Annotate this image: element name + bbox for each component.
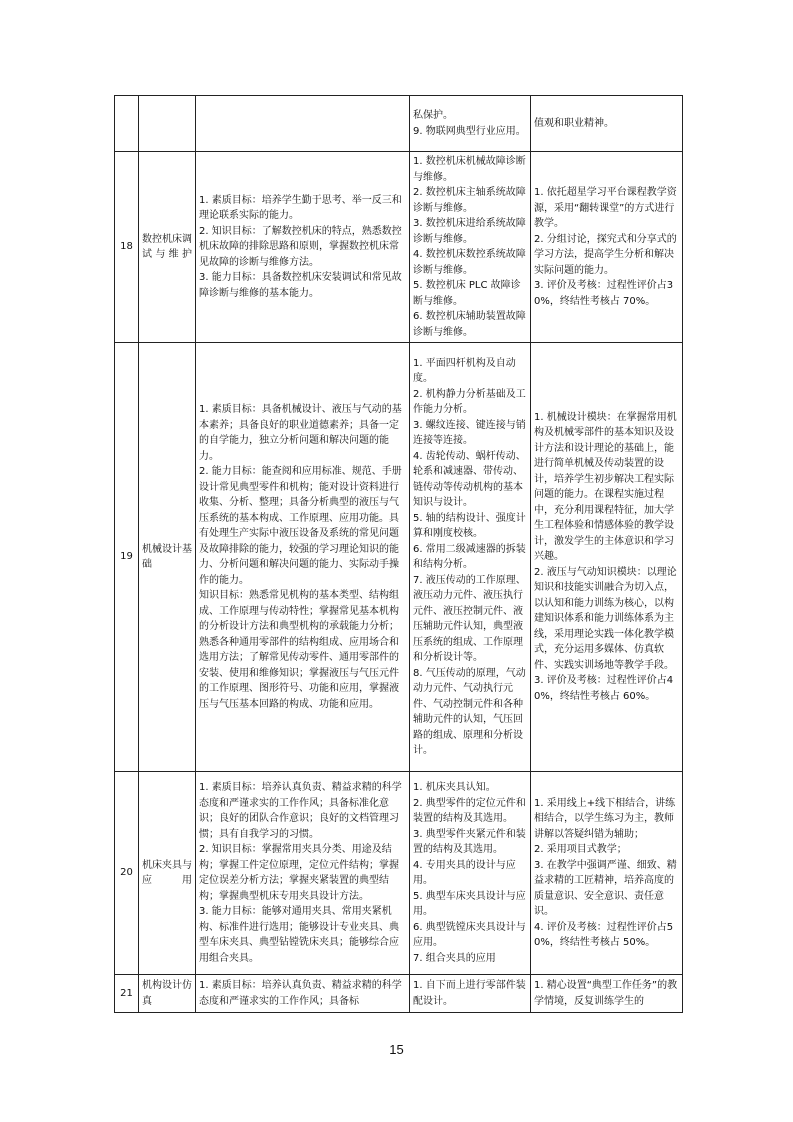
row-number: 20 [115,772,139,975]
teaching-method: 1. 采用线上+线下相结合，讲练相结合，以学生练习为主，教师讲解以答疑纠错为辅助； 2. 采用项目式教学； 3. 在教学中强调严谨、细致、精益求精的工匠精神，培养高度的质量意识、安全意识、责任意识。 4. 评价及考核：过程性评价占50%，终结性考核占 50%。 [531,772,683,975]
teaching-method: 1. 机械设计模块：在掌握常用机构及机械零部件的基本知识及设计方法和设计理论的基础上，能进行简单机械及传动装置的设计，培养学生初步解决工程实际问题的能力。在课程实施过程中，充分利用课程特征，加大学生工程体验和情感体验的教学设计，激发学生的主体意识和学习兴趣。 2. 液压与气动知识模块：以理论知识和技能实训融合为切入点，以认知和能力训练为核心，以构建知识体系和能力训练体系为主线，采用理论实践一体化教学模式，充分运用多媒体、仿真软件、实践实训场地等教学手段。 3. 评价及考核：过程性评价占40%，终结性考核占 60%。 [531,343,683,772]
teaching-method: 1. 依托超星学习平台课程教学资源，采用“翻转课堂”的方式进行教学。 2. 分组讨论，探究式和分享式的学习方法，提高学生分析和解决实际问题的能力。 3. 评价及考核：过程性评价占30%，终结性考核占 70%。 [531,152,683,343]
course-name: 机床夹具与应用 [139,772,196,975]
row-number: 21 [115,975,139,1013]
course-name: 数控机床调试与维护 [139,152,196,343]
course-name [139,96,196,152]
course-content: 1. 平面四杆机构及自动度。 2. 机构静力分析基础及工作能力分析。 3. 螺纹连接、键连接与销连接等连接。 4. 齿轮传动、蜗杆传动、轮系和减速器、带传动、链传动等传动机构的基本知识与设计。 5. 轴的结构设计、强度计算和刚度校核。 6. 常用二级减速器的拆装和结构分析。 7. 液压传动的工作原理、液压动力元件、液压执行元件、液压控制元件、液压辅助元件认知，典型液压系统的组成、工作原理和分析设计等。 8. 气压传动的原理，气动动力元件、气动执行元件、气动控制元件和各种辅助元件的认知，气压回路的组成、原理和分析设计。 [410,343,531,772]
course-goals: 1. 素质目标：培养认真负责、精益求精的科学态度和严谨求实的工作作风；具备标 [196,975,410,1013]
course-goals: 1. 素质目标：培养认真负责、精益求精的科学态度和严谨求实的工作作风；具备标准化意识；良好的团队合作意识；良好的文档管理习惯；具有自我学习的习惯。 2. 知识目标：掌握常用夹具分类、用途及结构；掌握工件定位原理，定位元件结构；掌握定位误差分析方法；掌握夹紧装置的典型结构；掌握典型机床专用夹具设计方法。 3. 能力目标：能够对通用夹具、常用夹紧机构、标准件进行选用；能够设计专业夹具、典型车床夹具、典型钻镗铣床夹具；能够综合应用组合夹具。 [196,772,410,975]
teaching-method: 1. 精心设置“典型工作任务”的教学情境，反复训练学生的 [531,975,683,1013]
table-row [115,772,683,975]
course-content: 1. 自下而上进行零部件装配设计。 [410,975,531,1013]
course-name: 机构设计仿真 [139,975,196,1013]
row-number: 18 [115,152,139,343]
course-content: 1. 机床夹具认知。 2. 典型零件的定位元件和装置的结构及其选用。 3. 典型零件夹紧元件和装置的结构及其选用。 4. 专用夹具的设计与应用。 5. 典型车床夹具设计与应用。 6. 典型铣镗床夹具设计与应用。 7. 组合夹具的应用 [410,772,531,975]
teaching-method: 值观和职业精神。 [531,96,683,152]
course-table [114,95,683,1013]
course-goals: 1. 素质目标：培养学生勤于思考、举一反三和理论联系实际的能力。 2. 知识目标：了解数控机床的特点，熟悉数控机床故障的排除思路和原则，掌握数控机床常见故障的诊断与维修方法。 3. 能力目标：具备数控机床安装调试和常见故障诊断与维修的基本能力。 [196,152,410,343]
table-row [115,152,683,343]
course-goals [196,96,410,152]
course-content: 私保护。 9. 物联网典型行业应用。 [410,96,531,152]
row-number: 19 [115,343,139,772]
page-number: 15 [389,1042,404,1057]
course-content: 1. 数控机床机械故障诊断与维修。 2. 数控机床主轴系统故障诊断与维修。 3. 数控机床进给系统故障诊断与维修。 4. 数控机床数控系统故障诊断与维修。 5. 数控机床 PLC 故障诊断与维修。 6. 数控机床辅助装置故障诊断与维修。 [410,152,531,343]
table-row [115,96,683,152]
course-name: 机械设计基础 [139,343,196,772]
table-row [115,343,683,772]
row-number [115,96,139,152]
table-row [115,975,683,1013]
course-goals: 1. 素质目标：具备机械设计、液压与气动的基本素养；具备良好的职业道德素养；具备一定的自学能力，独立分析问题和解决问题的能力。 2. 能力目标：能查阅和应用标准、规范、手册设计常见典型零件和机构；能对设计资料进行收集、分析、整理；具备分析典型的液压与气压系统的基本构成、工作原理、应用功能。具有处理生产实际中液压设备及系统的常见问题及故障排除的能力，较强的学习理论知识的能力、分析问题和解决问题的能力、实际动手操作的能力。 知识目标：熟悉常见机构的基本类型、结构组成、工作原理与传动特性；掌握常见基本机构的分析设计方法和典型机构的承载能力分析；熟悉各种通用零部件的结构组成、应用场合和选用方法；了解常见传动零件、通用零部件的安装、使用和维修知识；掌握液压与气压元件的工作原理、图形符号、功能和应用，掌握液压与气压基本回路的构成、功能和应用。 [196,343,410,772]
